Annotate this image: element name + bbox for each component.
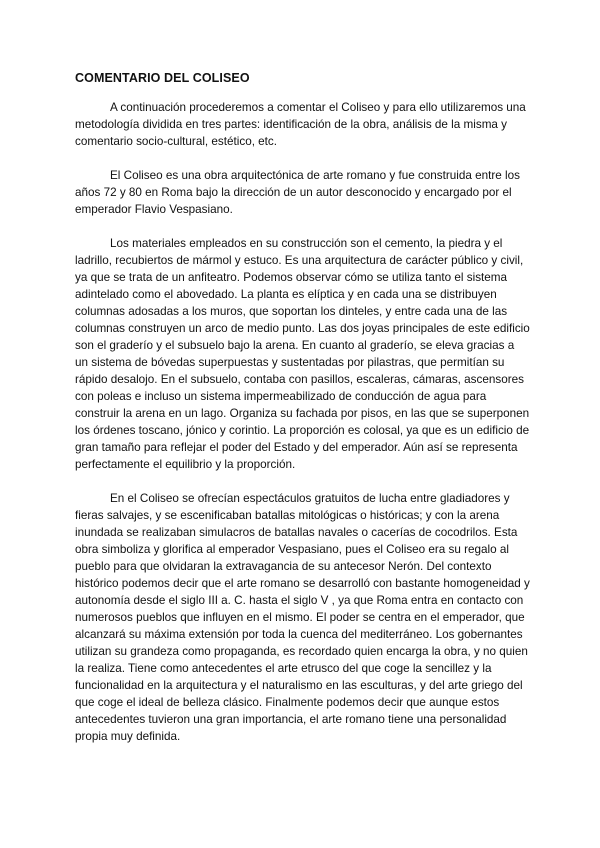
paragraph-commentary: En el Coliseo se ofrecían espectáculos gratuitos de lucha entre gladiadores y fieras salvajes, y se escenificaban batallas mitológicas o históricas; y con la arena inundada se realizaban simulacros de batallas navales o cacerías de cocodrilos. Esta obra simboliza y glorifica al emperador Vespasiano, pues el Coliseo era su regalo al pueblo para que olvidaran la extravagancia de su antecesor Nerón. Del contexto histórico podemos decir que el arte romano se desarrolló con bastante homogeneidad y autonomía desde el siglo III a. C. hasta el siglo V , ya que Roma entra en contacto con numerosos pueblos que influyen en el mismo. El poder se centra en el emperador, que alcanzará su máxima extensión por toda la cuenca del mediterráneo. Los gobernantes utilizan su grandeza como propaganda, es recordado quien encarga la obra, y no quien la realiza. Tiene como antecedentes el arte etrusco del que coge la sencillez y la funcionalidad en la arquitectura y el naturalismo en las esculturas, y del arte griego del que coge el ideal de belleza clásico. Finalmente podemos decir que aunque estos antecedentes tuvieron una gran importancia, el arte romano tiene una personalidad propia muy definida. <box>75 492 530 743</box>
paragraph-analysis: Los materiales empleados en su construcción son el cemento, la piedra y el ladrillo, recubiertos de mármol y estuco. Es una arquitectura de carácter público y civil, ya que se trata de un anfiteatro. Podemos observar cómo se utiliza tanto el sistema adintelado como el abovedado. La planta es elíptica y en cada una se distribuyen columnas adosadas a los muros, que soportan los dinteles, y entre cada una de las columnas construyen un arco de medio punto. Las dos joyas principales de este edificio son el graderío y el subsuelo bajo la arena. En cuanto al graderío, se eleva gracias a un sistema de bóvedas superpuestas y sustentadas por pilastras, que permitían su rápido desalojo. En el subsuelo, contaba con pasillos, escaleras, cámaras, ascensores con poleas e incluso un sistema impermeabilizado de conducción de agua para construir la arena en un lago. Organiza su fachada por pisos, en las que se superponen los órdenes toscano, jónico y corintio. La proporción es colosal, ya que es un edificio de gran tamaño para reflejar el poder del Estado y del emperador. Aún así se representa perfectamente el equilibrio y la proporción. <box>75 237 530 471</box>
document-title: COMENTARIO DEL COLISEO <box>75 71 250 85</box>
paragraph-introduction: A continuación procederemos a comentar el Coliseo y para ello utilizaremos una metodología dividida en tres partes: identificación de la obra, análisis de la misma y comentario socio-cultural, estético, etc. <box>75 101 526 148</box>
paragraph-identification: El Coliseo es una obra arquitectónica de arte romano y fue construida entre los años 72 y 80 en Roma bajo la dirección de un autor desconocido y encargado por el emperador Flavio Vespasiano. <box>75 169 520 216</box>
document-body <box>75 70 530 762</box>
